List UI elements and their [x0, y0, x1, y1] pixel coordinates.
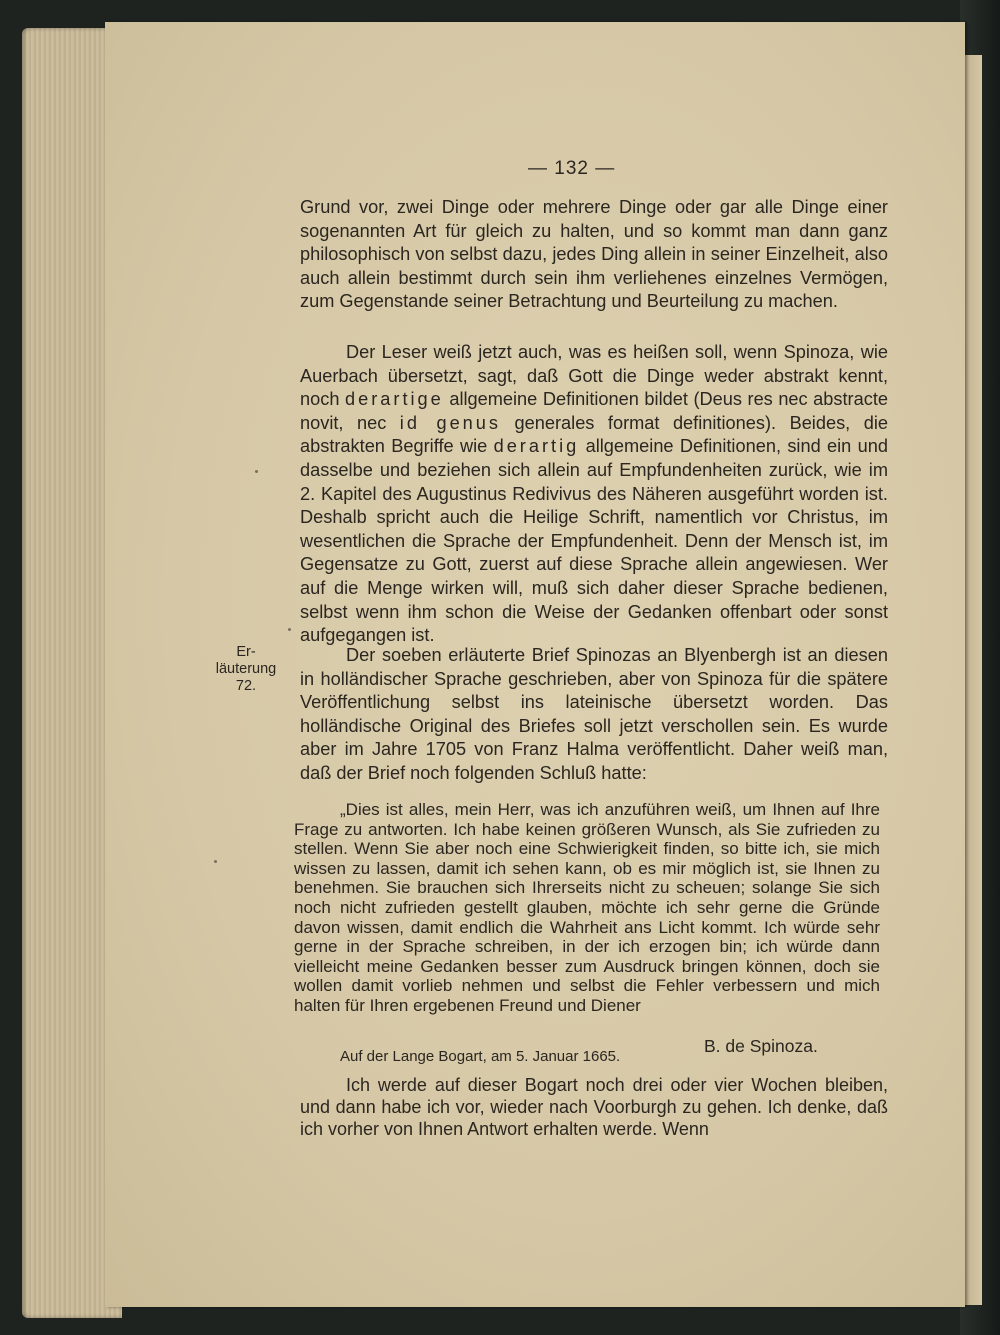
paragraph-2-text-d: allgemeine Definitionen, sind ein und dasselbe und beziehen sich allein auf Empfundenheiten zurück, wie im 2. Kapitel des Augustinus Redivivus des Näheren ausgeführt worden ist. Deshalb spricht auch die Heilige Schrift, namentlich vor Christus, im wesentlichen die Sprache der Empfundenheit. Denn der Mensch ist, im Gegensatze zu Gott, zuerst auf diese Sprache allein angewiesen. Wer auf die Menge wirken will, muß sich daher dieser Sprache bedienen, selbst wenn ihm schon die Weise der Gedanken offenbart oder sonst aufgegangen ist.	[300, 436, 888, 646]
paragraph-1: Grund vor, zwei Dinge oder mehrere Dinge oder gar alle Dinge einer sogenannten Art für gleich zu halten, und so kommt man dann ganz philosophisch von selbst dazu, jedes Ding allein in seiner Einzelheit, also auch allein bestimmt durch sein ihm verliehenes einzelnes Vermögen, zum Gegenstande seiner Betrachtung und Beurteilung zu machen.	[300, 197, 888, 312]
paper-speck	[288, 628, 291, 631]
facing-page-edge	[962, 55, 982, 1305]
paragraph-2	[300, 341, 888, 648]
paragraph-2-text-a: Der Leser weiß jetzt auch, was es heißen soll, wenn Spinoza, wie Auerbach übersetzt, sagt, daß Gott die Dinge weder abstrakt kennt, noch	[300, 342, 888, 410]
margin-note-line-1: Er-	[236, 644, 256, 660]
paragraph-4: Ich werde auf dieser Bogart noch drei oder vier Wochen bleiben, und dann habe ich vor, wieder nach Voorburgh zu gehen. Ich denke, daß ich vorher von Ihnen Antwort erhalten werde. Wenn	[300, 1075, 888, 1139]
signature: B. de Spinoza.	[704, 1036, 818, 1056]
page-number: — 132 —	[528, 158, 616, 179]
dateline: Auf der Lange Bogart, am 5. Januar 1665.	[340, 1048, 621, 1065]
paragraph-2-text-c: generales format definitiones). Beides, die abstrakten Begriffe wie	[300, 412, 888, 457]
paper-speck	[255, 470, 258, 473]
margin-note-line-3: 72.	[235, 678, 257, 694]
margin-note	[200, 644, 292, 695]
emphasis-id-genus: id genus	[399, 412, 502, 433]
paragraph-2-text-b: allgemeine Definitionen bildet (Deus res nec abstracte novit, nec	[300, 389, 888, 433]
margin-note-line-2: läuterung	[215, 661, 277, 677]
emphasis-derartige: derartige	[344, 389, 444, 410]
paper-speck	[214, 860, 217, 863]
paragraph-3: Der soeben erläuterte Brief Spinozas an Blyenbergh ist an diesen in holländischer Sprache geschrieben, aber von Spinoza für die spätere Veröffentlichung selbst ins lateinische übersetzt worden. Das holländische Original des Briefes soll jetzt verschollen sein. Es wurde aber im Jahre 1705 von Franz Halma veröffentlicht. Daher weiß man, daß der Brief noch folgenden Schluß hatte:	[300, 645, 888, 783]
emphasis-derartig: derartig	[493, 436, 580, 457]
letter-quote: „Dies ist alles, mein Herr, was ich anzuführen weiß, um Ihnen auf Ihre Frage zu antworten. Ich habe keinen größeren Wunsch, als Sie zufrieden zu stellen. Wenn Sie aber noch eine Schwierigkeit finden, so bitte ich, sie mich wissen zu lassen, damit ich sehen kann, ob es mir möglich ist, sie Ihnen zu benehmen. Sie brauchen sich Ihrerseits nicht zu scheuen; solange Sie sich noch nicht zufrieden gestellt glauben, möchte ich sehr gerne die Gründe davon wissen, damit endlich die Wahrheit ans Licht kommt. Ich würde sehr gerne in der Sprache schreiben, in der ich erzogen bin; ich würde dann vielleicht meine Gedanken besser zum Ausdruck bringen können, doch sie wollen damit vorlieb nehmen und selbst die Fehler verbessern und mich halten für Ihren ergebenen Freund und Diener	[294, 800, 880, 1015]
